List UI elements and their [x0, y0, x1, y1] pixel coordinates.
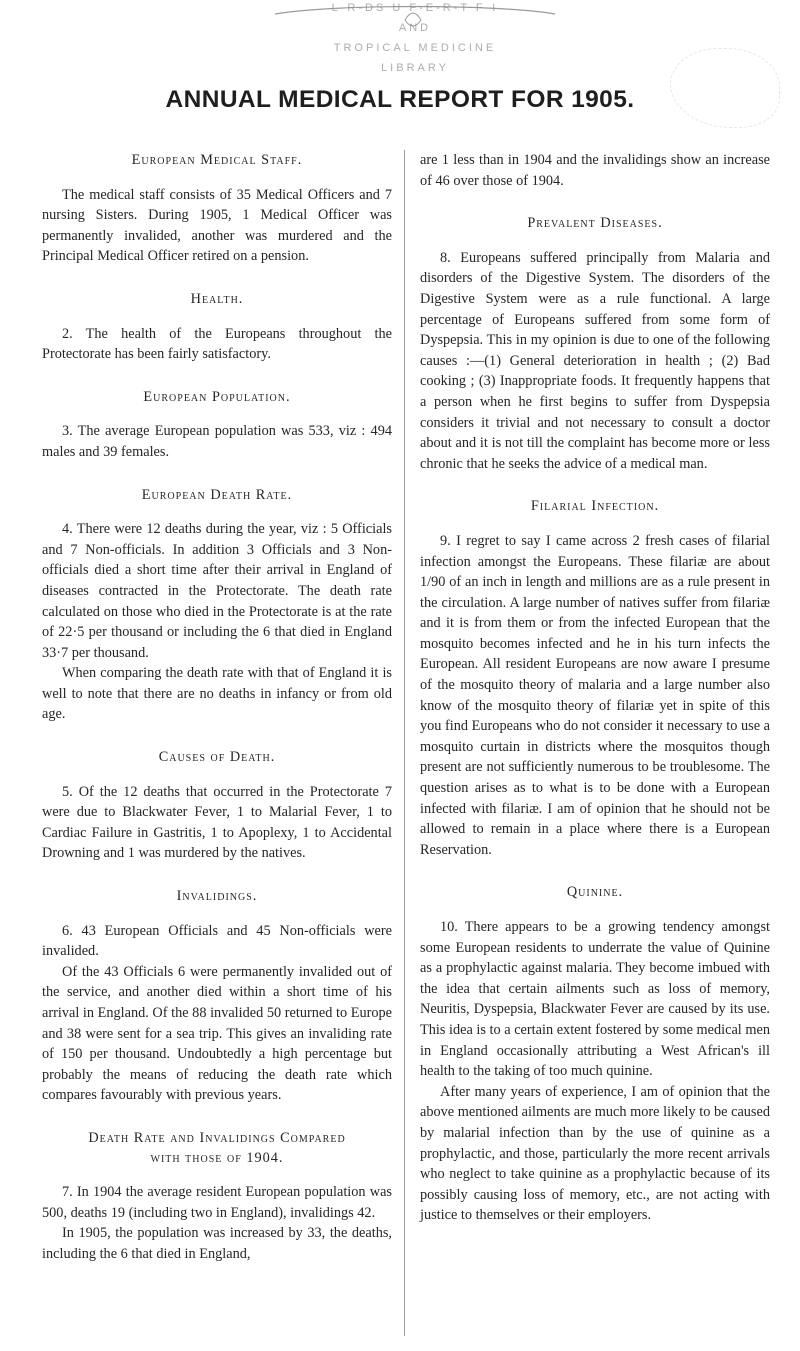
section-causes: [42, 747, 392, 864]
paragraph-compared-2: In 1905, the population was increased by 33, the deaths, including the 6 that died in England,: [42, 1225, 392, 1262]
section-health: [42, 289, 392, 365]
section-invalidings: [42, 886, 392, 1106]
section-continued: [420, 150, 770, 191]
paragraph-death-rate-2: When comparing the death rate with that of England it is well to note that there are no deaths in infancy or from old age.: [42, 665, 392, 723]
paragraph-quinine-1: 10. There appears to be a growing tendency amongst some European residents to underrate the value of Quinine as a prophylactic against malaria. They become imbued with the idea that certain ailments such as loss of memory, Neuritis, Dyspepsia, Blackwater Fever are caused by its use. This idea is to a certain extent fostered by some medical men in England occasionally attributing a West African's ill health to the taking of too much quinine.: [420, 919, 770, 1080]
heading-prevalent-diseases: Prevalent Diseases.: [527, 215, 663, 232]
paragraph-invalidings-1: 6. 43 European Officials and 45 Non-officials were invalided.: [42, 922, 392, 960]
stamp-line-2: AND: [398, 22, 432, 34]
heading-health: Health.: [190, 290, 244, 307]
paragraph-filarial: 9. I regret to say I came across 2 fresh cases of filarial infection amongst the Europeans. These filariæ are about 1/90 of an inch in length and millions are as a rule present in the circulation. A large number of natives suffer from filariæ and it is from them or from the infected European that the mosquito becomes infected and he in his turn infects the European. All resident Europeans are now aware I presume of the mosquito theory of malaria and a large number also know of the mosquito theory of filariæ yet in spite of this you find Europeans who do not consider it necessary to use a mosquito curtain in districts where the mosquitos though present are not sufficiently numerous to be troublesome. The question arises as to what is to be done with a European infected with filariæ. I am of opinion that he should not be allowed to remain in a place where there is a European Reservation.: [420, 532, 770, 858]
section-population: [42, 387, 392, 463]
section-medical-staff: [42, 150, 392, 267]
paragraph-population: 3. The average European population was 533, viz : 494 males and 39 females.: [42, 423, 392, 460]
stamp-line-3: TROPICAL MEDICINE: [333, 42, 497, 54]
section-filarial: [420, 496, 770, 860]
heading-compared: [42, 1128, 392, 1168]
heading-compared-line-2: with those of 1904.: [150, 1149, 284, 1166]
heading-population: European Population.: [143, 388, 291, 405]
heading-causes: Causes of Death.: [158, 749, 276, 766]
heading-quinine: Quinine.: [566, 884, 624, 901]
paragraph-death-rate-1: 4. There were 12 deaths during the year, viz : 5 Officials and 7 Non-officials. In addition 3 Officials and 3 Non-officials died a short time after their arrival in England of diseases contracted in the Protectorate. The death rate calculated on those who died in the Protectorate is at the rate of 22·5 per thousand or including the 6 that died in England 33·7 per thousand.: [42, 521, 392, 661]
paragraph-prevalent-diseases: 8. Europeans suffered principally from Malaria and disorders of the Digestive System. The disorders of the Digestive System were as a rule functional. A large percentage of Europeans suffered from some form of Dyspepsia. This in my opinion is due to one of the following causes :—(1) General deterioration in health ; (2) Bad cooking ; (3) Inappropriate foods. It frequently happens that a person when he first begins to suffer from Dyspepsia considers it trivial and not necessary to consult a doctor about and it is not till the complaint has become more or less chronic that he seeks the advice of a medical man.: [420, 249, 770, 472]
section-death-rate: [42, 485, 392, 726]
heading-invalidings: Invalidings.: [176, 888, 258, 905]
heading-medical-staff: European Medical Staff.: [131, 152, 303, 168]
left-column: [42, 150, 392, 1286]
paragraph-medical-staff: The medical staff consists of 35 Medical Officers and 7 nursing Sisters. During 1905, 1 Medical Officer was permanently invalided, another was murdered and the Principal Medical Officer retired on a pension.: [42, 186, 392, 265]
library-stamp: [255, 0, 575, 82]
paragraph-continued: are 1 less than in 1904 and the invalidings show an increase of 46 over those of 1904.: [420, 152, 770, 189]
section-compared: [42, 1128, 392, 1264]
paragraph-compared-1: 7. In 1904 the average resident European population was 500, deaths 19 (including two in England), invalidings 42.: [42, 1183, 392, 1221]
heading-death-rate: European Death Rate.: [141, 486, 293, 503]
report-title: ANNUAL MEDICAL REPORT FOR 1905.: [165, 86, 635, 113]
paragraph-health: 2. The health of the Europeans throughout the Protectorate has been fairly satisfactory.: [42, 325, 392, 363]
section-quinine: [420, 882, 770, 1226]
right-column: [420, 150, 770, 1248]
stamp-line-4: LIBRARY: [381, 62, 449, 74]
paragraph-causes: 5. Of the 12 deaths that occurred in the Protectorate 7 were due to Blackwater Fever, 1 to Malarial Fever, 1 to Cardiac Failure in Gastritis, 1 to Apoplexy, 1 to Accidental Drowning and 1 was murdered by the natives.: [42, 783, 392, 862]
section-prevalent-diseases: [420, 213, 770, 474]
heading-filarial: Filarial Infection.: [530, 498, 660, 515]
stamp-line-1: L-R-DS U F-E-R-T F-I: [331, 2, 499, 14]
paragraph-invalidings-2: Of the 43 Officials 6 were permanently invalided out of the service, and another died within a short time of his arrival in England. Of the 88 invalided 50 returned to Europe and 38 were sent for a sea trip. This gives an invaliding rate of 150 per thousand. Undoubtedly a high percentage but probably the means of reducing the death rate which compares favourably with previous years.: [42, 963, 392, 1104]
column-divider: [404, 150, 405, 1336]
heading-compared-line-1: Death Rate and Invalidings Compared: [88, 1129, 346, 1146]
paragraph-quinine-2: After many years of experience, I am of opinion that the above mentioned ailments are much more likely to be caused by malarial infection than by the use of quinine as a prophylactic, and those, particularly the more recent arrivals who neglect to take quinine as a prophylactic because of its possibly causing loss of memory, etc., are not acting with justice to themselves or their employers.: [420, 1083, 770, 1224]
